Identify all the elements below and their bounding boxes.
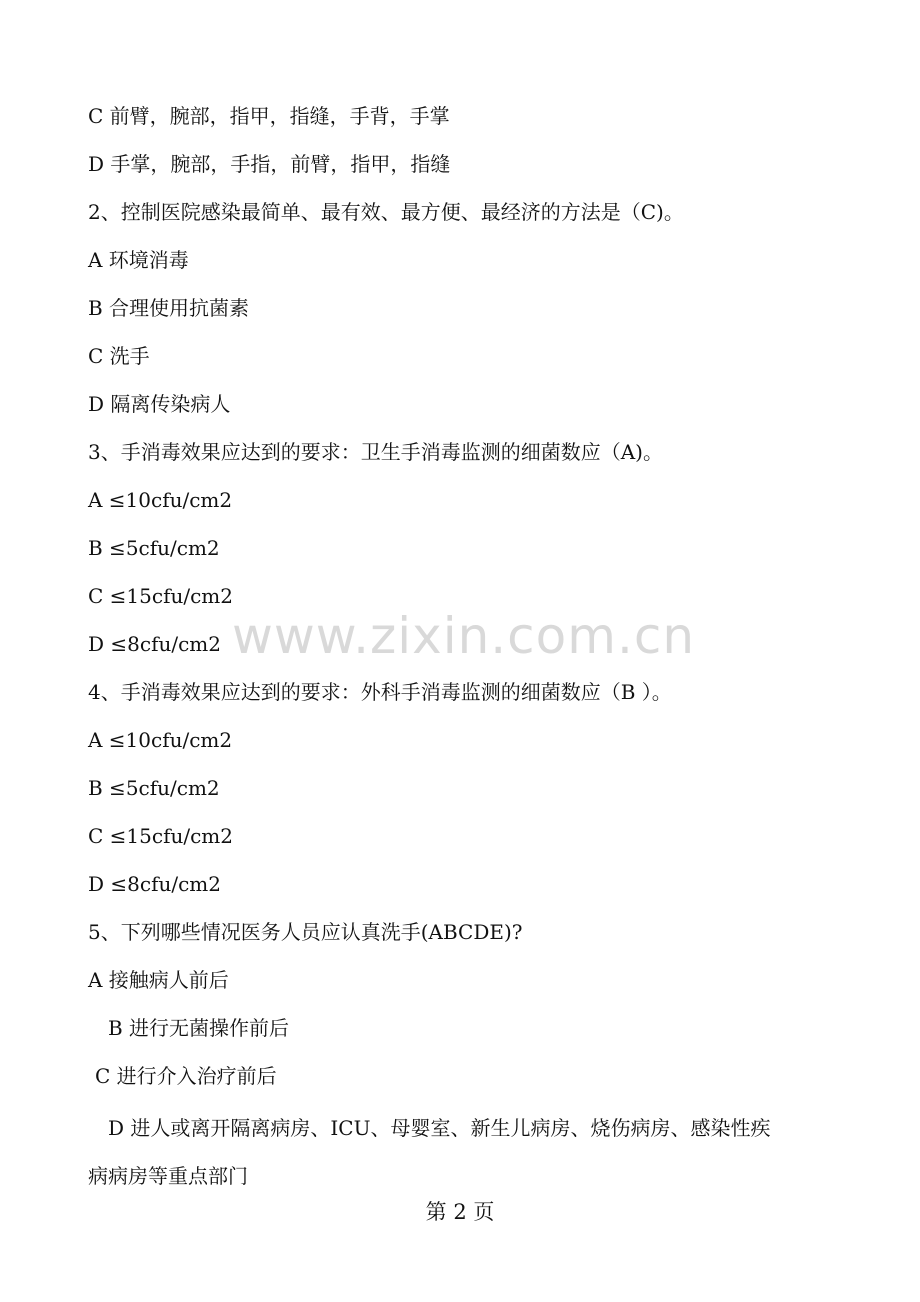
- option-d-q5: D 进人或离开隔离病房、ICU、母婴室、新生儿病房、烧伤病房、感染性疾: [108, 1116, 771, 1140]
- page-number: 第 2 页: [425, 1200, 495, 1224]
- option-c-q3: C ≤15cfu/cm2: [88, 584, 233, 608]
- question-4: 4、手消毒效果应达到的要求：外科手消毒监测的细菌数应（B ）。: [88, 680, 672, 704]
- option-d-q3: D ≤8cfu/cm2: [88, 632, 221, 656]
- option-c-q4: C ≤15cfu/cm2: [88, 824, 233, 848]
- option-c-q1: C 前臂，腕部，指甲，指缝，手背，手掌: [88, 104, 450, 128]
- option-b-q5: B 进行无菌操作前后: [108, 1016, 290, 1040]
- question-3: 3、手消毒效果应达到的要求：卫生手消毒监测的细菌数应（A)。: [88, 440, 663, 464]
- option-b-q4: B ≤5cfu/cm2: [88, 776, 220, 800]
- question-2: 2、控制医院感染最简单、最有效、最方便、最经济的方法是（C)。: [88, 200, 684, 224]
- watermark: www.zixin.com.cn: [232, 607, 696, 665]
- option-c-q2: C 洗手: [88, 344, 150, 368]
- option-a-q2: A 环境消毒: [88, 248, 189, 272]
- option-a-q3: A ≤10cfu/cm2: [88, 488, 233, 512]
- option-d-q2: D 隔离传染病人: [88, 392, 231, 416]
- question-5: 5、下列哪些情况医务人员应认真洗手(ABCDE)?: [88, 920, 523, 944]
- option-a-q4: A ≤10cfu/cm2: [88, 728, 233, 752]
- option-b-q2: B 合理使用抗菌素: [88, 296, 250, 320]
- option-b-q3: B ≤5cfu/cm2: [88, 536, 220, 560]
- option-d-q4: D ≤8cfu/cm2: [88, 872, 221, 896]
- option-c-q5: C 进行介入治疗前后: [95, 1064, 277, 1088]
- option-a-q5: A 接触病人前后: [88, 968, 229, 992]
- option-d-q1: D 手掌，腕部，手指，前臂，指甲，指缝: [88, 152, 451, 176]
- option-d-q5-continued: 病病房等重点部门: [88, 1164, 248, 1188]
